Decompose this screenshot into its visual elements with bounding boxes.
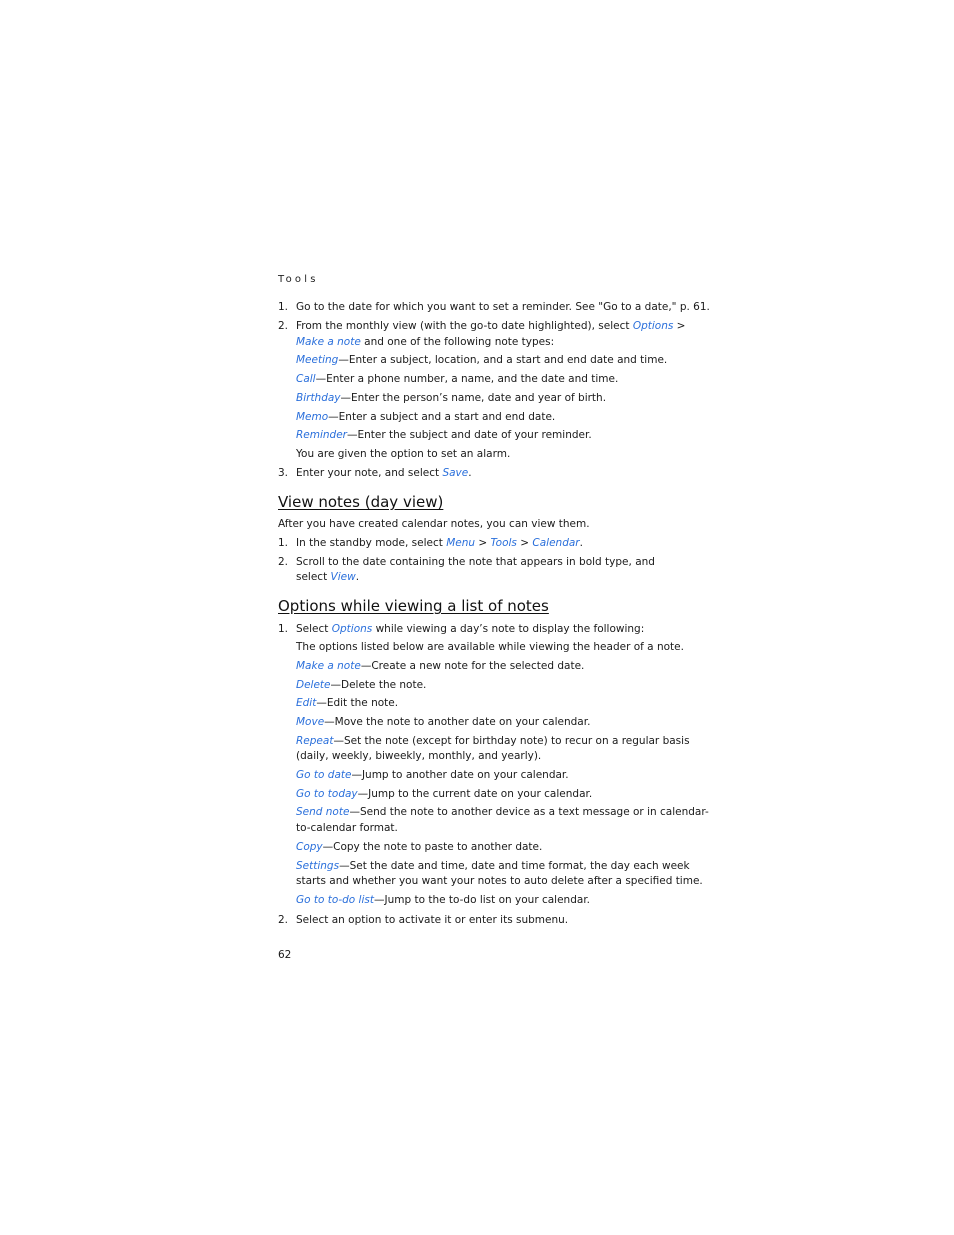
- options-heading: Options while viewing a list of notes: [278, 597, 549, 615]
- option-desc: —Delete the note.: [330, 679, 427, 691]
- option-desc: —Send the note to another device as a text message or in calendar-: [349, 806, 709, 818]
- step-text: Go to the date for which you want to set a reminder. See "Go to a date," p. 61.: [296, 301, 710, 313]
- section-label: Tools: [278, 274, 319, 285]
- alarm-note: You are given the option to set an alarm.: [296, 448, 511, 460]
- note-type-desc: —Enter the subject and date of your reminder.: [347, 429, 592, 441]
- step-number: 1.: [278, 623, 289, 635]
- step-text: [296, 319, 685, 333]
- page-number: 62: [278, 949, 292, 961]
- step-number: 1.: [278, 301, 289, 313]
- note-type-item: [296, 353, 667, 367]
- note-type-item: [296, 428, 592, 442]
- option-name[interactable]: Go to to-do list: [296, 894, 374, 906]
- option-item: [296, 659, 584, 673]
- note-type-name[interactable]: Reminder: [296, 429, 347, 441]
- option-name[interactable]: Go to today: [296, 788, 358, 800]
- option-item: [296, 768, 569, 782]
- option-item: [296, 734, 690, 748]
- step-text-cont: [296, 335, 554, 349]
- option-name[interactable]: Copy: [296, 841, 323, 853]
- calendar-link[interactable]: Calendar: [532, 537, 580, 549]
- option-desc: —Copy the note to paste to another date.: [322, 841, 543, 853]
- step-number: 2.: [278, 320, 289, 332]
- step-text-pre: select: [296, 571, 331, 583]
- option-name[interactable]: Go to date: [296, 769, 352, 781]
- option-desc: —Edit the note.: [316, 697, 399, 709]
- note-type-item: [296, 410, 555, 424]
- option-desc-cont: starts and whether you want your notes to auto delete after a specified time.: [296, 875, 703, 887]
- step-number: 3.: [278, 467, 289, 479]
- note-type-desc: —Enter a phone number, a name, and the date and time.: [315, 373, 619, 385]
- separator: >: [516, 537, 533, 549]
- step-text-pre: From the monthly view (with the go-to date highlighted), select: [296, 320, 633, 332]
- step-text: [296, 622, 644, 636]
- option-item: [296, 840, 542, 854]
- step-text-post: .: [468, 467, 472, 479]
- note-type-desc: —Enter a subject and a start and end date.: [328, 411, 556, 423]
- note-type-name[interactable]: Meeting: [296, 354, 339, 366]
- note-type-desc: —Enter the person’s name, date and year of birth.: [340, 392, 607, 404]
- option-name[interactable]: Send note: [296, 806, 350, 818]
- step-number: 2.: [278, 914, 289, 926]
- step-text-post: while viewing a day’s note to display the following:: [372, 623, 645, 635]
- tools-link[interactable]: Tools: [490, 537, 517, 549]
- option-name[interactable]: Edit: [296, 697, 317, 709]
- note-type-name[interactable]: Birthday: [296, 392, 341, 404]
- step-text-post: and one of the following note types:: [360, 336, 555, 348]
- option-desc: —Jump to the to-do list on your calendar.: [373, 894, 591, 906]
- step-text-pre: In the standby mode, select: [296, 537, 447, 549]
- option-desc: —Jump to the current date on your calendar.: [357, 788, 593, 800]
- step-text-post: .: [355, 571, 360, 583]
- note-type-item: [296, 372, 618, 386]
- option-desc: —Jump to another date on your calendar.: [351, 769, 569, 781]
- option-name[interactable]: Settings: [296, 860, 340, 872]
- option-name[interactable]: Repeat: [296, 735, 334, 747]
- note-type-desc: —Enter a subject, location, and a start and end date and time.: [338, 354, 668, 366]
- option-desc: —Create a new note for the selected date.: [360, 660, 585, 672]
- options-link[interactable]: Options: [331, 623, 373, 635]
- step-text: [296, 536, 583, 550]
- step-text-pre: Select: [296, 623, 332, 635]
- option-desc: —Move the note to another date on your calendar.: [324, 716, 591, 728]
- option-item: [296, 678, 426, 692]
- view-link[interactable]: View: [330, 571, 356, 583]
- save-link[interactable]: Save: [442, 467, 469, 479]
- step-text: [296, 466, 472, 480]
- make-a-note-link[interactable]: Make a note: [296, 336, 361, 348]
- option-item: [296, 859, 690, 873]
- option-item: [296, 715, 590, 729]
- header-note: The options listed below are available while viewing the header of a note.: [296, 641, 684, 653]
- separator: >: [475, 537, 491, 549]
- step-text: Scroll to the date containing the note that appears in bold type, and: [296, 556, 655, 568]
- option-item: [296, 787, 592, 801]
- step-text-pre: Enter your note, and select: [296, 467, 443, 479]
- option-name[interactable]: Make a note: [296, 660, 361, 672]
- view-notes-intro: After you have created calendar notes, you can view them.: [278, 518, 590, 530]
- option-item: [296, 696, 398, 710]
- step-text-cont: [296, 570, 359, 584]
- step-text-post: .: [579, 537, 583, 549]
- step-number: 1.: [278, 537, 289, 549]
- option-item: [296, 893, 590, 907]
- menu-link[interactable]: Menu: [446, 537, 476, 549]
- separator: >: [673, 320, 686, 332]
- step-text: Select an option to activate it or enter its submenu.: [296, 914, 569, 926]
- option-name[interactable]: Move: [296, 716, 325, 728]
- note-type-item: [296, 391, 606, 405]
- view-notes-heading: View notes (day view): [278, 493, 444, 511]
- note-type-name[interactable]: Call: [296, 373, 316, 385]
- option-item: [296, 805, 709, 819]
- option-desc: —Set the note (except for birthday note) to recur on a regular basis: [333, 735, 690, 747]
- option-desc-cont: to-calendar format.: [296, 822, 398, 834]
- option-desc-cont: (daily, weekly, biweekly, monthly, and yearly).: [296, 750, 542, 762]
- options-link[interactable]: Options: [632, 320, 674, 332]
- option-name[interactable]: Delete: [296, 679, 331, 691]
- step-number: 2.: [278, 556, 289, 568]
- option-desc: —Set the date and time, date and time format, the day each week: [339, 860, 690, 872]
- note-type-name[interactable]: Memo: [296, 411, 329, 423]
